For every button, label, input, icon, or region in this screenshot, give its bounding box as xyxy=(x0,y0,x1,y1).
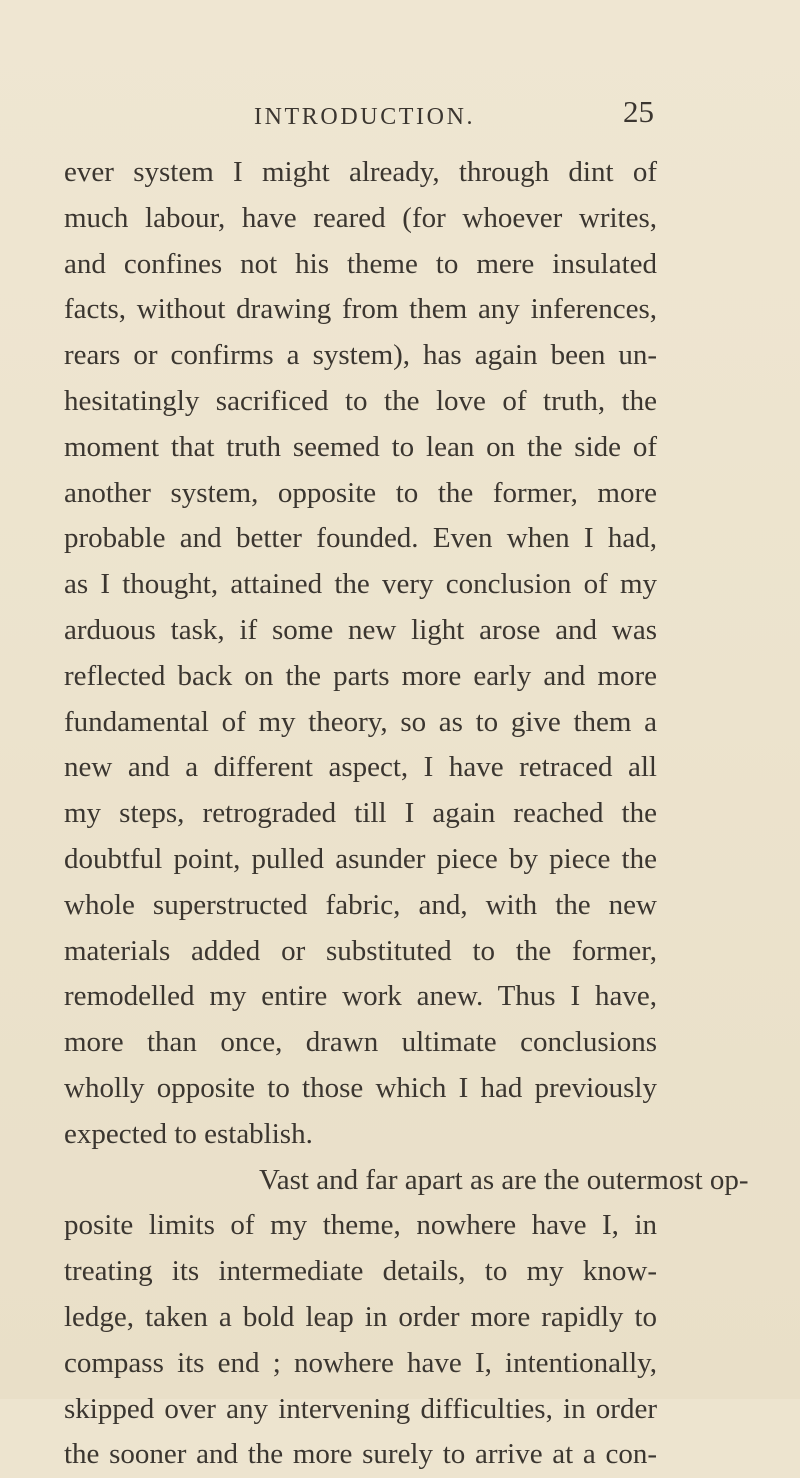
text-line: moment that truth seemed to lean on the side of xyxy=(64,430,657,463)
text-line: and confines not his theme to mere insulated xyxy=(64,247,657,280)
text-line: wholly opposite to those which I had previously xyxy=(64,1071,657,1104)
text-line: much labour, have reared (for whoever writes, xyxy=(64,201,657,234)
text-line: facts, without drawing from them any inferences, xyxy=(64,293,657,326)
paragraph-start-line: Vast and far apart as are the outermost op- xyxy=(259,1163,749,1196)
text-line: ever system I might already, through dint of xyxy=(64,156,657,188)
text-line: arduous task, if some new light arose and was xyxy=(64,613,657,646)
text-line: skipped over any intervening difficulties, in order xyxy=(64,1392,657,1425)
text-line: my steps, retrograded till I again reached the xyxy=(64,797,657,830)
body-text xyxy=(64,150,749,1478)
text-line: the sooner and the more surely to arrive at a con- xyxy=(64,1438,657,1471)
page-number: 25 xyxy=(623,94,654,129)
text-line: compass its end ; nowhere have I, intentionally, xyxy=(64,1346,657,1379)
text-line: reflected back on the parts more early and more xyxy=(64,659,657,692)
running-head xyxy=(64,94,654,140)
text-line: fundamental of my theory, so as to give them a xyxy=(64,705,657,738)
text-line: hesitatingly sacrificed to the love of truth, the xyxy=(64,384,657,417)
text-line: rears or confirms a system), has again been un- xyxy=(64,339,657,372)
text-line: probable and better founded. Even when I had, xyxy=(64,522,657,555)
text-line: remodelled my entire work anew. Thus I have, xyxy=(64,980,657,1013)
text-line: doubtful point, pulled asunder piece by piece the xyxy=(64,842,657,875)
text-line: treating its intermediate details, to my know- xyxy=(64,1255,657,1288)
running-head-title: INTRODUCTION. xyxy=(254,104,476,130)
text-line: new and a different aspect, I have retraced all xyxy=(64,751,657,784)
text-line: another system, opposite to the former, more xyxy=(64,476,657,509)
text-line: more than once, drawn ultimate conclusions xyxy=(64,1026,657,1059)
text-line: posite limits of my theme, nowhere have I, in xyxy=(64,1209,657,1242)
text-line: whole superstructed fabric, and, with the new xyxy=(64,888,657,921)
paragraph-end-line: expected to establish. xyxy=(64,1117,313,1150)
text-line: ledge, taken a bold leap in order more rapidly to xyxy=(64,1300,657,1333)
text-line: as I thought, attained the very conclusion of my xyxy=(64,568,657,601)
text-line: materials added or substituted to the former, xyxy=(64,934,657,967)
